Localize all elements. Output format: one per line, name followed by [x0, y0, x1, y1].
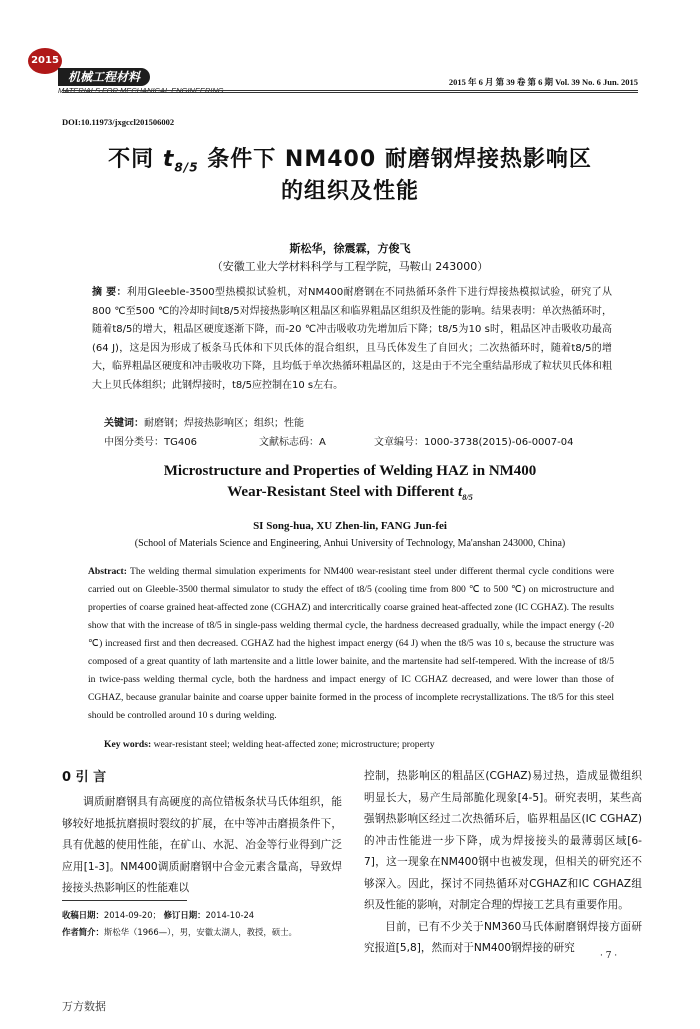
journal-name-en: MATERIALS FOR MECHANICAL ENGINEERING	[58, 86, 224, 95]
paragraph: 目前，已有不少关于NM360马氏体耐磨钢焊接方面研究报道[5,8]，然而对于NM400钢焊接的研究	[364, 920, 642, 954]
logo-year-badge: 2015	[28, 48, 62, 74]
paragraph: 调质耐磨钢具有高硬度的高位错板条状马氏体组织，能够较好地抵抗磨损时裂纹的扩展，在中等冲击磨损条件下，具有优越的使用性能，在矿山、水泥、冶金等行业得到广泛应用[1-3]。NM400调质耐磨钢中合金元素含量高，导致焊接接头热影响区的性能难以	[62, 796, 342, 894]
journal-name-cn: 机械工程材料	[58, 68, 150, 86]
issue-info: 2015 年 6 月 第 39 卷 第 6 期 Vol. 39 No. 6 Jun. 2015	[448, 77, 638, 87]
abstract-en: Abstract: The welding thermal simulation experiments for NM400 wear-resistant steel under different thermal cycle conditions were carried out on Gleeble-3500 thermal simulator to study the effect of t8/5 (cooling time from 800 ℃ to 500 ℃) on microstructure and properties of coarse grained heat-affected zone (CGHAZ) and intercritically coarse grained heat-affected zone (IC CGHAZ). The results show that with the increase of t8/5 in single-pass welding thermal cycle, the hardness decreased gradually, while the impact energy (-20 ℃) increased first and then decreased. CGHAZ had the highest impact energy (64 J) when the t8/5 was 10 s, because the structure was composed of a great quantity of lath martensite and a little lower bainite, and the martensite had self-tempered. With the increase of t8/5 in twice-pass welding thermal cycle, both the hardness and impact energy of IC CGHAZ decreased, and were lower than those of CGHAZ, because granular bainite and coarse upper bainite formed in the process of incomplete recrystallizations. The t8/5 for this steel should be controlled around 10 s during welding.	[88, 566, 614, 721]
header-rule-thick	[62, 92, 638, 93]
affiliation-en: (School of Materials Science and Engineering, Anhui University of Technology, Ma'anshan 243000, China)	[134, 538, 566, 549]
affiliation-cn: （安徽工业大学材料科学与工程学院，马鞍山 243000）	[211, 260, 489, 273]
title-cn-line1: 不同 $t_{8/5}$ 条件下 NM400 耐磨钢焊接热影响区	[108, 147, 592, 175]
keywords-cn: 关键词：耐磨钢；焊接热影响区；组织；性能	[104, 418, 304, 429]
clc-number: 中图分类号：TG406	[104, 437, 197, 448]
doc-code: 文献标志码：A	[259, 437, 326, 448]
header-rule	[62, 90, 638, 91]
doi: DOI:10.11973/jxgccl201506002	[62, 117, 175, 127]
abstract-cn: 摘 要：利用Gleeble-3500型热模拟试验机，对NM400耐磨钢在不同热循环条件下进行焊接热模拟试验，研究了从800 ℃至500 ℃的冷却时间t8/5对焊接热影响区粗晶区和临界粗晶区组织及性能的影响。结果表明：单次热循环时，随着t8/5的增大，粗晶区硬度逐渐下降，而-20 ℃冲击吸收功先增加后下降；t8/5为10 s时，粗晶区冲击吸收功最高(64 J)，这是因为形成了板条马氏体和下贝氏体的混合组织，且马氏体发生了自回火；二次热循环时，随着t8/5的增大，临界粗晶区硬度和冲击吸收功下降，且均低于单次热循环粗晶区的，这是由于不完全重结晶形成了粒状贝氏体和粗大上贝氏体组织；此钢焊接时，t8/5应控制在10 s左右。	[92, 287, 612, 391]
authors-cn: 斯松华，徐震霖，方俊飞	[289, 242, 411, 255]
footnotes	[62, 907, 297, 941]
author-bio: 作者简介：斯松华（1966—），男，安徽太湖人，教授，硕士。	[62, 927, 297, 937]
footnote-rule	[62, 900, 187, 901]
article-number: 文章编号：1000-3738(2015)-06-0007-04	[374, 437, 574, 448]
page-number: · 7 ·	[600, 951, 618, 961]
title-cn-line2: 的组织及性能	[280, 179, 419, 204]
section-heading: 0 引 言	[62, 770, 107, 785]
body-column-right	[364, 766, 642, 960]
classification-cn	[104, 433, 624, 448]
title-en-line1: Microstructure and Properties of Welding HAZ in NM400	[163, 463, 537, 479]
keywords-en: Key words: wear-resistant steel; welding heat-affected zone; microstructure; property	[104, 739, 435, 750]
journal-logo	[28, 46, 258, 102]
received-dates: 收稿日期：2014-09-20； 修订日期：2014-10-24	[62, 910, 255, 920]
paragraph: 控制，热影响区的粗晶区(CGHAZ)易过热，造成显微组织明显长大，易产生局部脆化现象[4-5]。研究表明，某些高强钢热影响区经过二次热循环后，临界粗晶区(IC CGHAZ)的冲击性能进一步下降，成为焊接接头的最薄弱区域[6-7]，这一现象在NM400钢中也被发现，但相关的研究还不够深入。因此，探讨不同热循环对CGHAZ和IC CGHAZ组织及性能的影响，对制定合理的焊接工艺具有重要作用。	[364, 770, 642, 911]
authors-en: SI Song-hua, XU Zhen-lin, FANG Jun-fei	[253, 520, 447, 532]
title-en-line2: Wear-Resistant Steel with Different $t_{8/5}$	[227, 484, 473, 502]
body-column-left	[62, 792, 342, 900]
watermark: 万方数据	[62, 1000, 106, 1013]
